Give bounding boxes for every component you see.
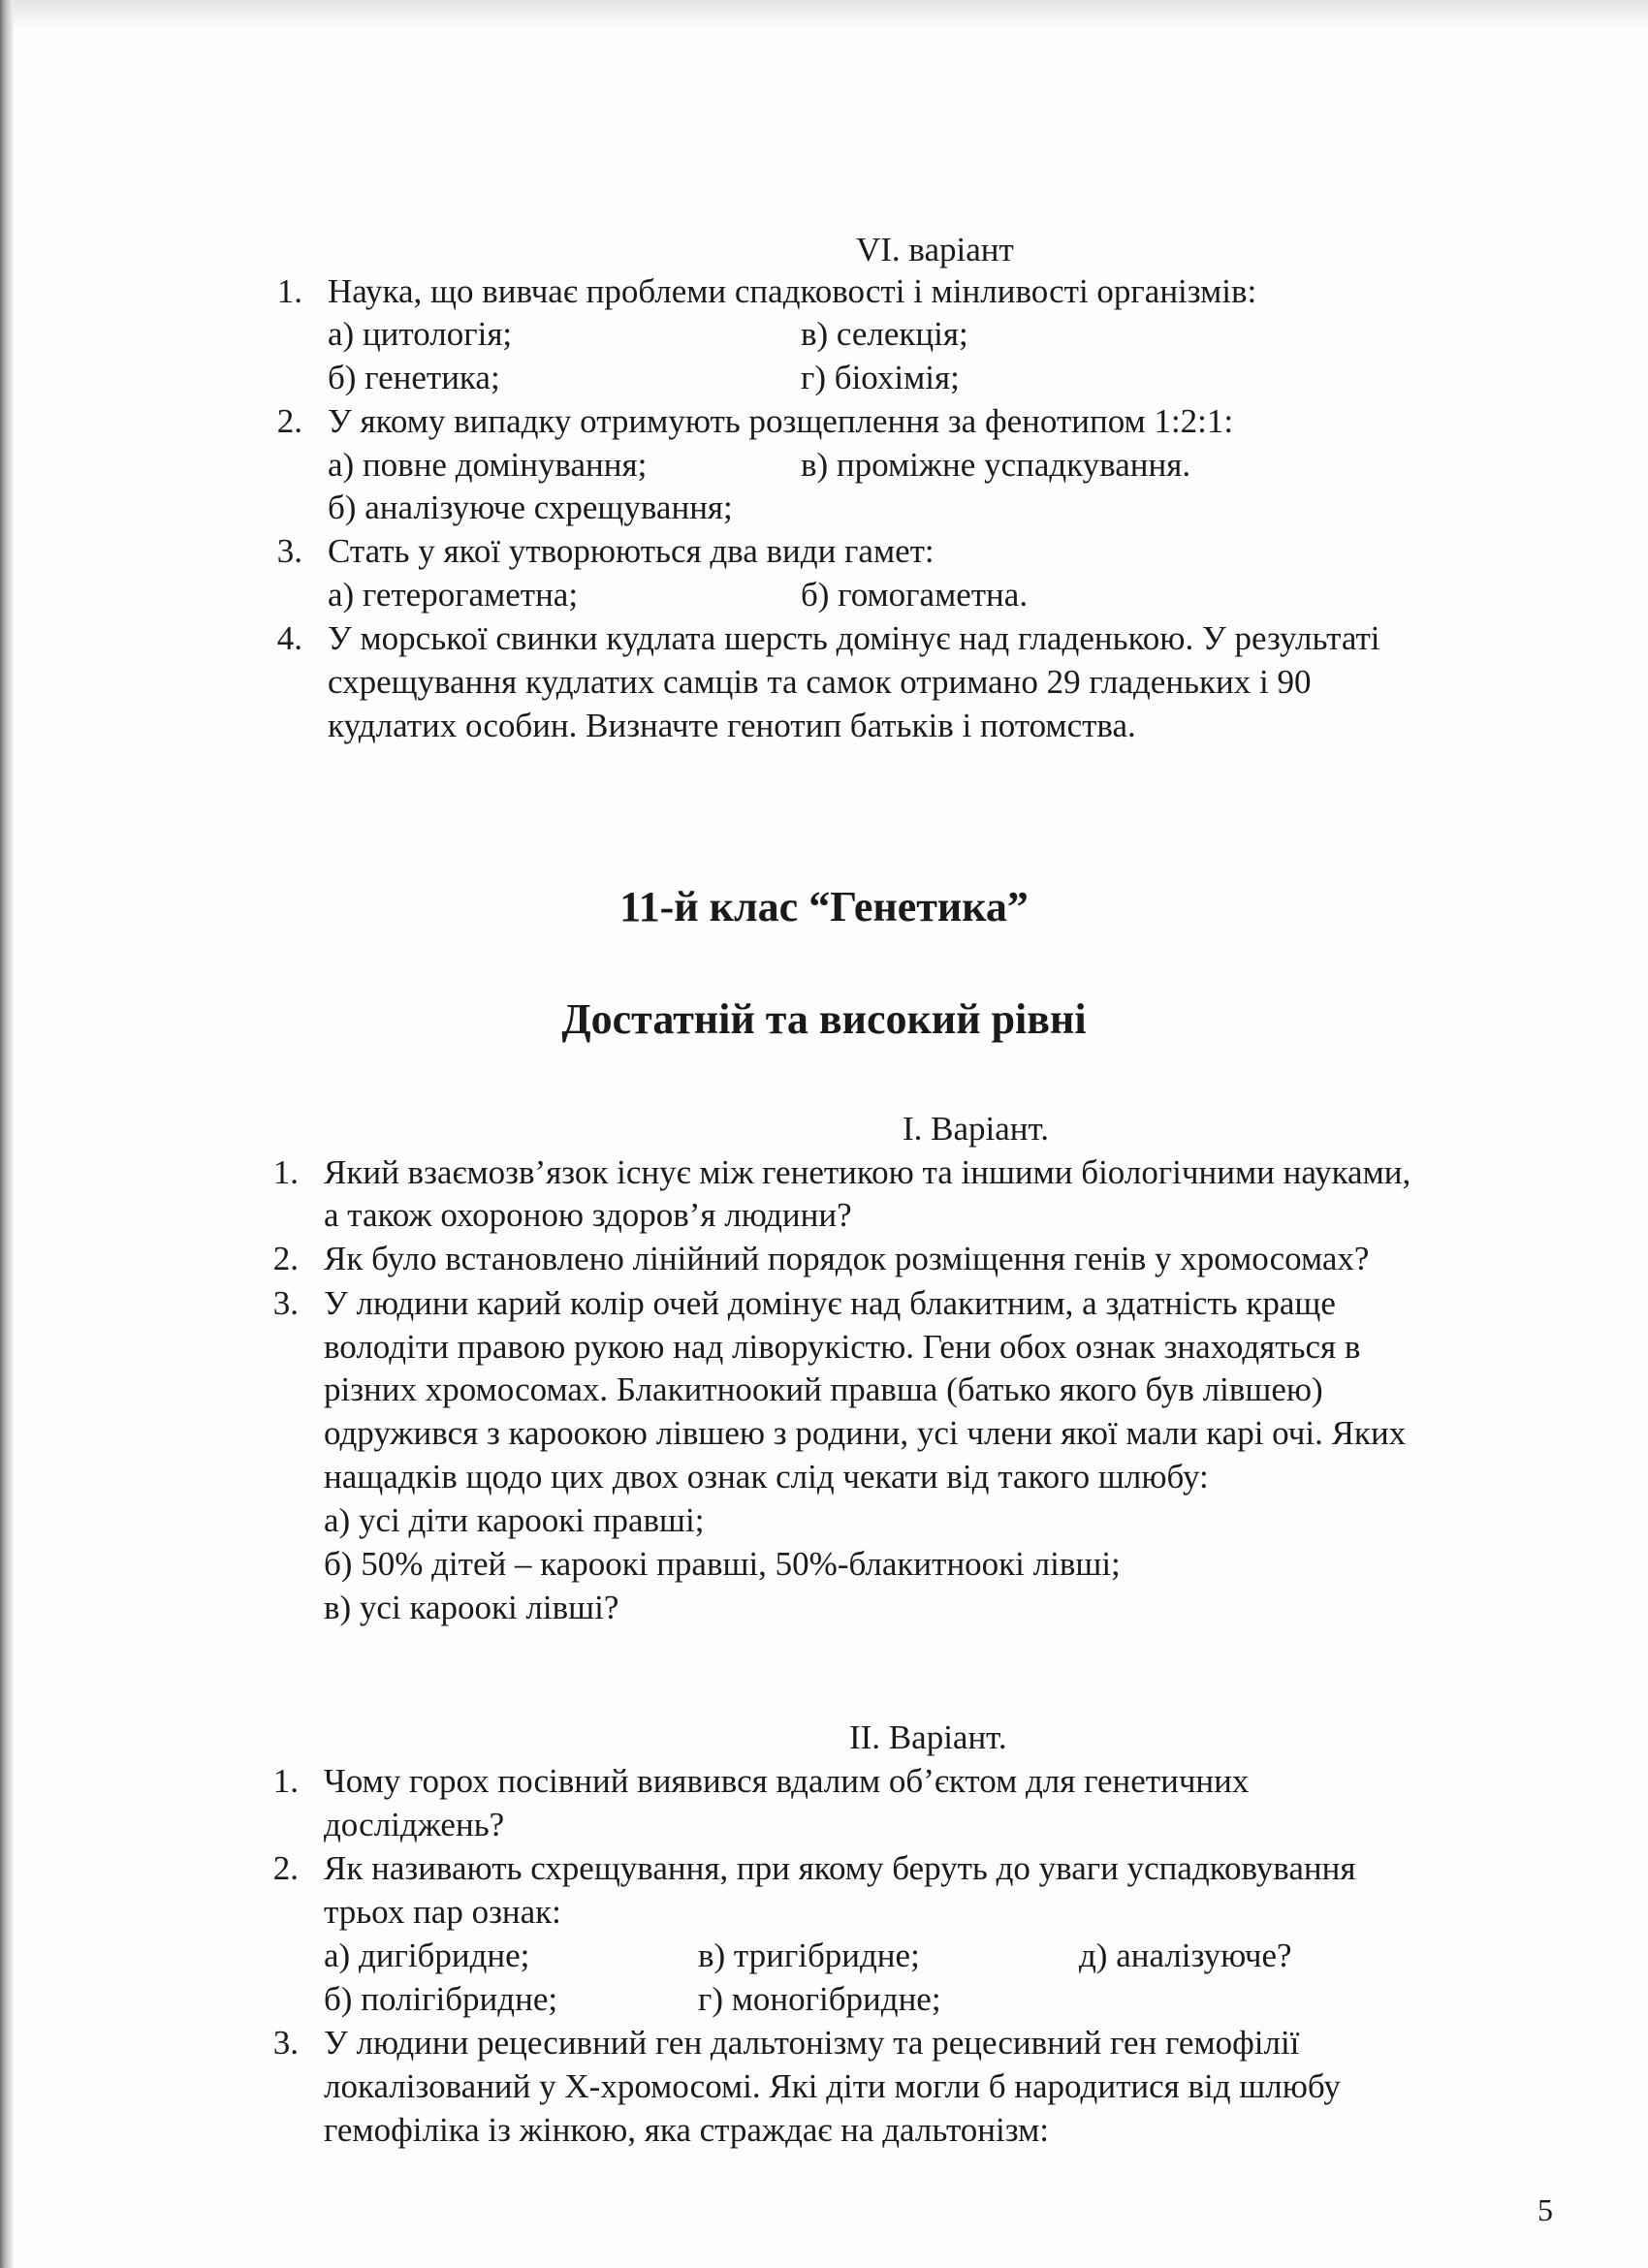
question-text: Як було встановлено лінійний порядок розміщення генів у хромосомах? (324, 1240, 1370, 1277)
section-heading: 11-й клас “Генетика” (619, 883, 1029, 930)
answer-option: б) генетика; (328, 359, 500, 396)
question-number: 2. (272, 1240, 299, 1277)
question-text: трьох пар ознак: (324, 1893, 561, 1931)
answer-option: в) усі кароокі лівші? (324, 1589, 619, 1626)
question-number: 1. (272, 1153, 299, 1191)
question-text: гемофіліка із жінкою, яка страждає на дальтонізм: (324, 2111, 1049, 2149)
question-text: У людини карий колір очей домінує над блакитним, а здатність краще (324, 1284, 1336, 1322)
answer-option: б) полігібридне; (324, 1980, 558, 2018)
question-text: У людини рецесивний ген дальтонізму та рецесивний ген гемофілії (324, 2024, 1300, 2062)
answer-option: б) 50% дітей – кароокі правші, 50%-блакитноокі лівші; (324, 1545, 1121, 1583)
answer-option: а) гетерогаметна; (328, 576, 579, 614)
question-text: Який взаємозв’язок існує між генетикою та іншими біологічними науками, (324, 1153, 1411, 1191)
question-number: 1. (276, 272, 302, 310)
answer-option: а) цитологія; (328, 315, 513, 353)
answer-option: б) аналізуюче схрещування; (328, 488, 733, 526)
page-number: 5 (1537, 2192, 1553, 2227)
scan-shadow-left (0, 0, 14, 2268)
question-number: 4. (276, 619, 302, 657)
variant-title: VI. варіант (856, 231, 1014, 268)
question-text: Як називають схрещування, при якому беруть до уваги успадковування (324, 1849, 1356, 1887)
question-text: нащадків щодо цих двох ознак слід чекати від такого шлюбу: (324, 1458, 1209, 1496)
answer-option: а) усі діти кароокі правші; (324, 1501, 705, 1539)
question-number: 3. (272, 1284, 299, 1322)
answer-option: г) моногібридне; (698, 1980, 941, 2018)
answer-option: в) тригібридне; (698, 1937, 920, 1974)
answer-option: а) повне домінування; (328, 446, 648, 484)
answer-option: б) гомогаметна. (801, 576, 1029, 614)
question-number: 3. (272, 2024, 299, 2062)
question-number: 2. (272, 1849, 299, 1887)
question-text: локалізований у Х-хромосомі. Які діти могли б народитися від шлюбу (324, 2067, 1341, 2105)
question-text: володіти правою рукою над ліворукістю. Гени обох ознак знаходяться в (324, 1328, 1361, 1366)
question-number: 2. (276, 402, 302, 440)
question-number: 3. (276, 532, 302, 570)
question-text: Наука, що вивчає проблеми спадковості і мінливості організмів: (328, 272, 1257, 310)
question-text: а також охороною здоров’я людини? (324, 1196, 852, 1234)
answer-option: а) дигібридне; (324, 1937, 530, 1974)
variant-title: II. Варіант. (849, 1718, 1007, 1756)
question-text: кудлатих особин. Визначте генотип батьків і потомства. (328, 707, 1136, 744)
question-text: Чому горох посівний виявився вдалим об’єктом для генетичних (324, 1762, 1250, 1800)
answer-option: в) селекція; (801, 315, 968, 353)
section-subheading: Достатній та високий рівні (561, 995, 1087, 1043)
question-text: досліджень? (324, 1806, 505, 1843)
answer-option: г) біохімія; (801, 359, 960, 396)
question-text: різних хромосомах. Блакитноокий правша (батько якого був лівшею) (324, 1370, 1323, 1408)
question-text: схрещування кудлатих самців та самок отримано 29 гладеньких і 90 (328, 663, 1312, 701)
variant-title: I. Варіант. (903, 1110, 1049, 1148)
question-text: У якому випадку отримують розщеплення за фенотипом 1:2:1: (328, 402, 1234, 440)
answer-option: д) аналізуюче? (1079, 1937, 1292, 1974)
question-text: Стать у якої утворюються два види гамет: (328, 532, 935, 570)
answer-option: в) проміжне успадкування. (801, 446, 1191, 484)
question-number: 1. (272, 1762, 299, 1800)
question-text: одружився з кароокою лівшею з родини, усі члени якої мали карі очі. Яких (324, 1414, 1407, 1452)
scan-shadow-top (0, 0, 1648, 29)
question-text: У морської свинки кудлата шерсть домінує над гладенькою. У результаті (328, 619, 1380, 657)
